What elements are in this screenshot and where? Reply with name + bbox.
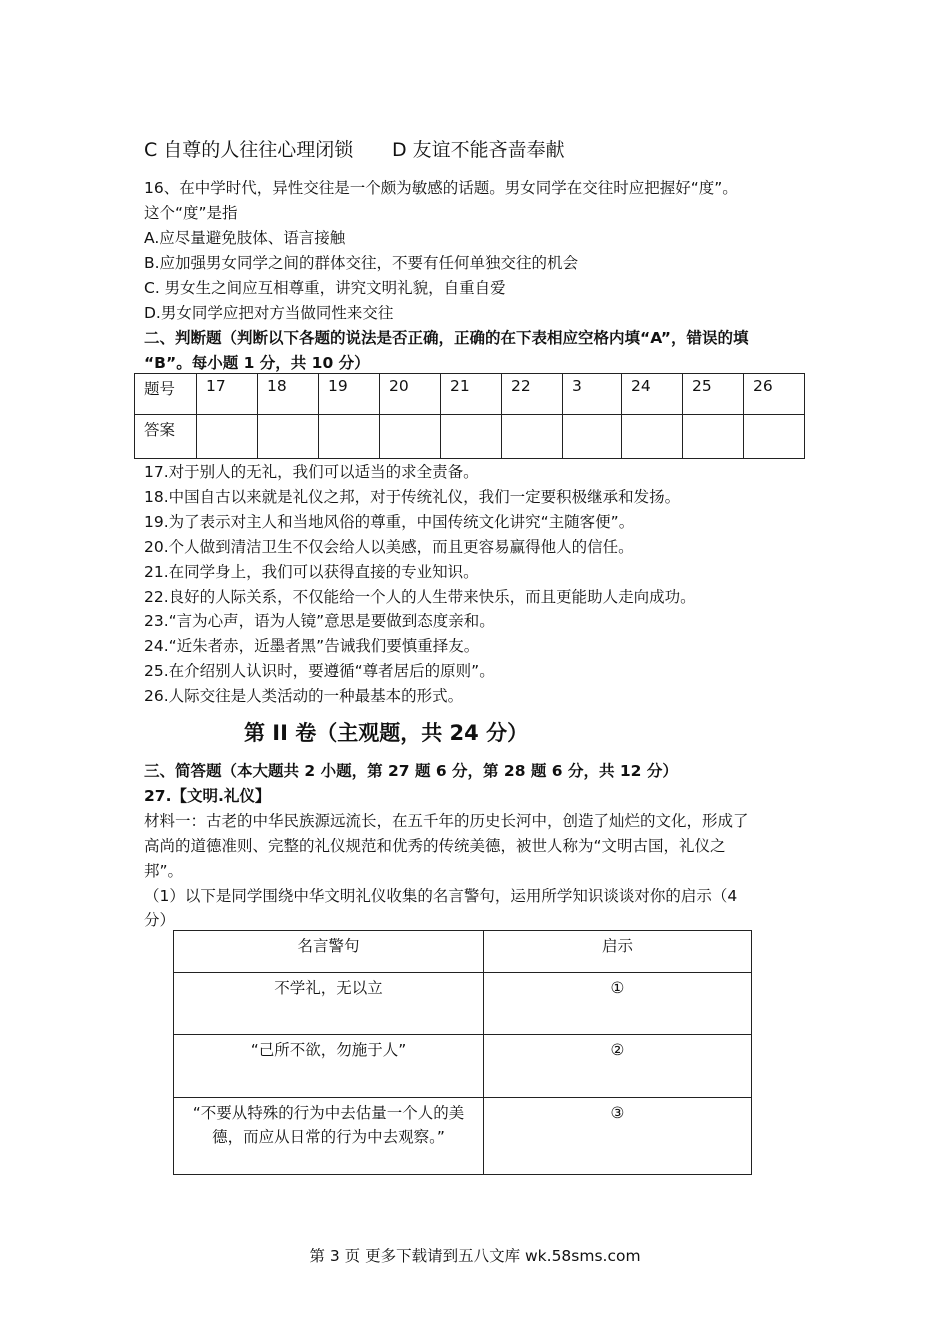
section3-title: 三、简答题（本大题共 2 小题，第 27 题 6 分，第 28 题 6 分，共 12 分） (144, 762, 678, 780)
answer-cell-19[interactable] (319, 415, 380, 459)
statement-17: 17.对于别人的无礼，我们可以适当的求全责备。 (144, 463, 479, 481)
quote-text: “不要从特殊的行为中去估量一个人的美德，而应从日常的行为中去观察。” (174, 1098, 484, 1175)
answer-cell-3[interactable] (563, 415, 622, 459)
statement-19: 19.为了表示对主人和当地风俗的尊重，中国传统文化讲究“主随客便”。 (144, 513, 635, 531)
section2-title-line1: 二、判断题（判断以下各题的说法是否正确，正确的在下表相应空格内填“A”，错误的填 (144, 329, 749, 347)
section2-title-line2: “B”。每小题 1 分，共 10 分） (144, 354, 370, 372)
answer-cell-17[interactable] (197, 415, 258, 459)
statement-24: 24.“近朱者赤，近墨者黑”告诫我们要慎重择友。 (144, 637, 480, 655)
q16-stem-line2: 这个“度”是指 (144, 204, 238, 222)
part2-title: 第 II 卷（主观题，共 24 分） (244, 721, 529, 745)
statement-26: 26.人际交往是人类活动的一种最基本的形式。 (144, 687, 464, 705)
judge-number-cell: 24 (622, 374, 683, 415)
header-quotes: 名言警句 (174, 931, 484, 973)
judge-number-cell: 17 (197, 374, 258, 415)
quote-row (174, 1098, 752, 1175)
answer-cell-21[interactable] (441, 415, 502, 459)
answer-cell-25[interactable] (683, 415, 744, 459)
q16-option-a: A.应尽量避免肢体、语言接触 (144, 229, 346, 247)
statement-20: 20.个人做到清洁卫生不仅会给人以美感，而且更容易赢得他人的信任。 (144, 538, 634, 556)
q16-option-b: B.应加强男女同学之间的群体交往，不要有任何单独交往的机会 (144, 254, 579, 272)
option-d: D 友谊不能吝啬奉献 (392, 139, 565, 161)
quote-row (174, 1035, 752, 1098)
options-c-d (144, 138, 565, 162)
statement-25: 25.在介绍别人认识时，要遵循“尊者居后的原则”。 (144, 662, 495, 680)
answer-cell-22[interactable] (502, 415, 563, 459)
q16-option-d: D.男女同学应把对方当做同性来交往 (144, 304, 394, 322)
statement-21: 21.在同学身上，我们可以获得直接的专业知识。 (144, 563, 479, 581)
material-line2: 高尚的道德准则、完整的礼仪规范和优秀的传统美德，被世人称为“文明古国，礼仪之 (144, 837, 726, 855)
answer-cell-20[interactable] (380, 415, 441, 459)
answer-cell-2[interactable]: ② (484, 1035, 752, 1098)
quote-text: “己所不欲，勿施于人” (174, 1035, 484, 1098)
judge-number-cell: 20 (380, 374, 441, 415)
quote-table-header (174, 931, 752, 973)
judge-number-cell: 18 (258, 374, 319, 415)
judge-row-label: 答案 (135, 415, 197, 459)
answer-cell-3[interactable]: ③ (484, 1098, 752, 1175)
material-line1: 材料一：古老的中华民族源远流长，在五千年的历史长河中，创造了灿烂的文化，形成了 (144, 812, 749, 830)
judge-number-cell: 22 (502, 374, 563, 415)
judge-row-label: 题号 (135, 374, 197, 415)
judge-number-cell: 3 (563, 374, 622, 415)
judge-number-row (135, 374, 805, 415)
statement-22: 22.良好的人际关系，不仅能给一个人的人生带来快乐，而且更能助人走向成功。 (144, 588, 696, 606)
q27-title: 27.【文明.礼仪】 (144, 787, 271, 805)
answer-cell-1[interactable]: ① (484, 973, 752, 1035)
option-c: C 自尊的人往往心理闭锁 (144, 139, 354, 161)
sub-question-1-line1: （1）以下是同学围绕中华文明礼仪收集的名言警句，运用所学知识谈谈对你的启示（4 (144, 887, 738, 905)
judge-number-cell: 25 (683, 374, 744, 415)
judge-answer-row (135, 415, 805, 459)
judge-answer-table (134, 373, 805, 459)
judge-number-cell: 26 (744, 374, 805, 415)
answer-cell-18[interactable] (258, 415, 319, 459)
sub-question-1-line2: 分） (144, 911, 176, 929)
statement-18: 18.中国自古以来就是礼仪之邦，对于传统礼仪，我们一定要积极继承和发扬。 (144, 488, 681, 506)
statement-23: 23.“言为心声，语为人镜”意思是要做到态度亲和。 (144, 612, 495, 630)
quote-text: 不学礼，无以立 (174, 973, 484, 1035)
quote-table (173, 930, 752, 1175)
page-footer: 第 3 页 更多下载请到五八文库 wk.58sms.com (309, 1247, 641, 1265)
header-inspiration: 启示 (484, 931, 752, 973)
q16-option-c: C. 男女生之间应互相尊重，讲究文明礼貌，自重自爱 (144, 279, 506, 297)
q16-stem-line1: 16、在中学时代，异性交往是一个颇为敏感的话题。男女同学在交往时应把握好“度”。 (144, 179, 738, 197)
answer-cell-26[interactable] (744, 415, 805, 459)
material-line3: 邦”。 (144, 862, 184, 880)
judge-number-cell: 19 (319, 374, 380, 415)
answer-cell-24[interactable] (622, 415, 683, 459)
quote-row (174, 973, 752, 1035)
judge-number-cell: 21 (441, 374, 502, 415)
